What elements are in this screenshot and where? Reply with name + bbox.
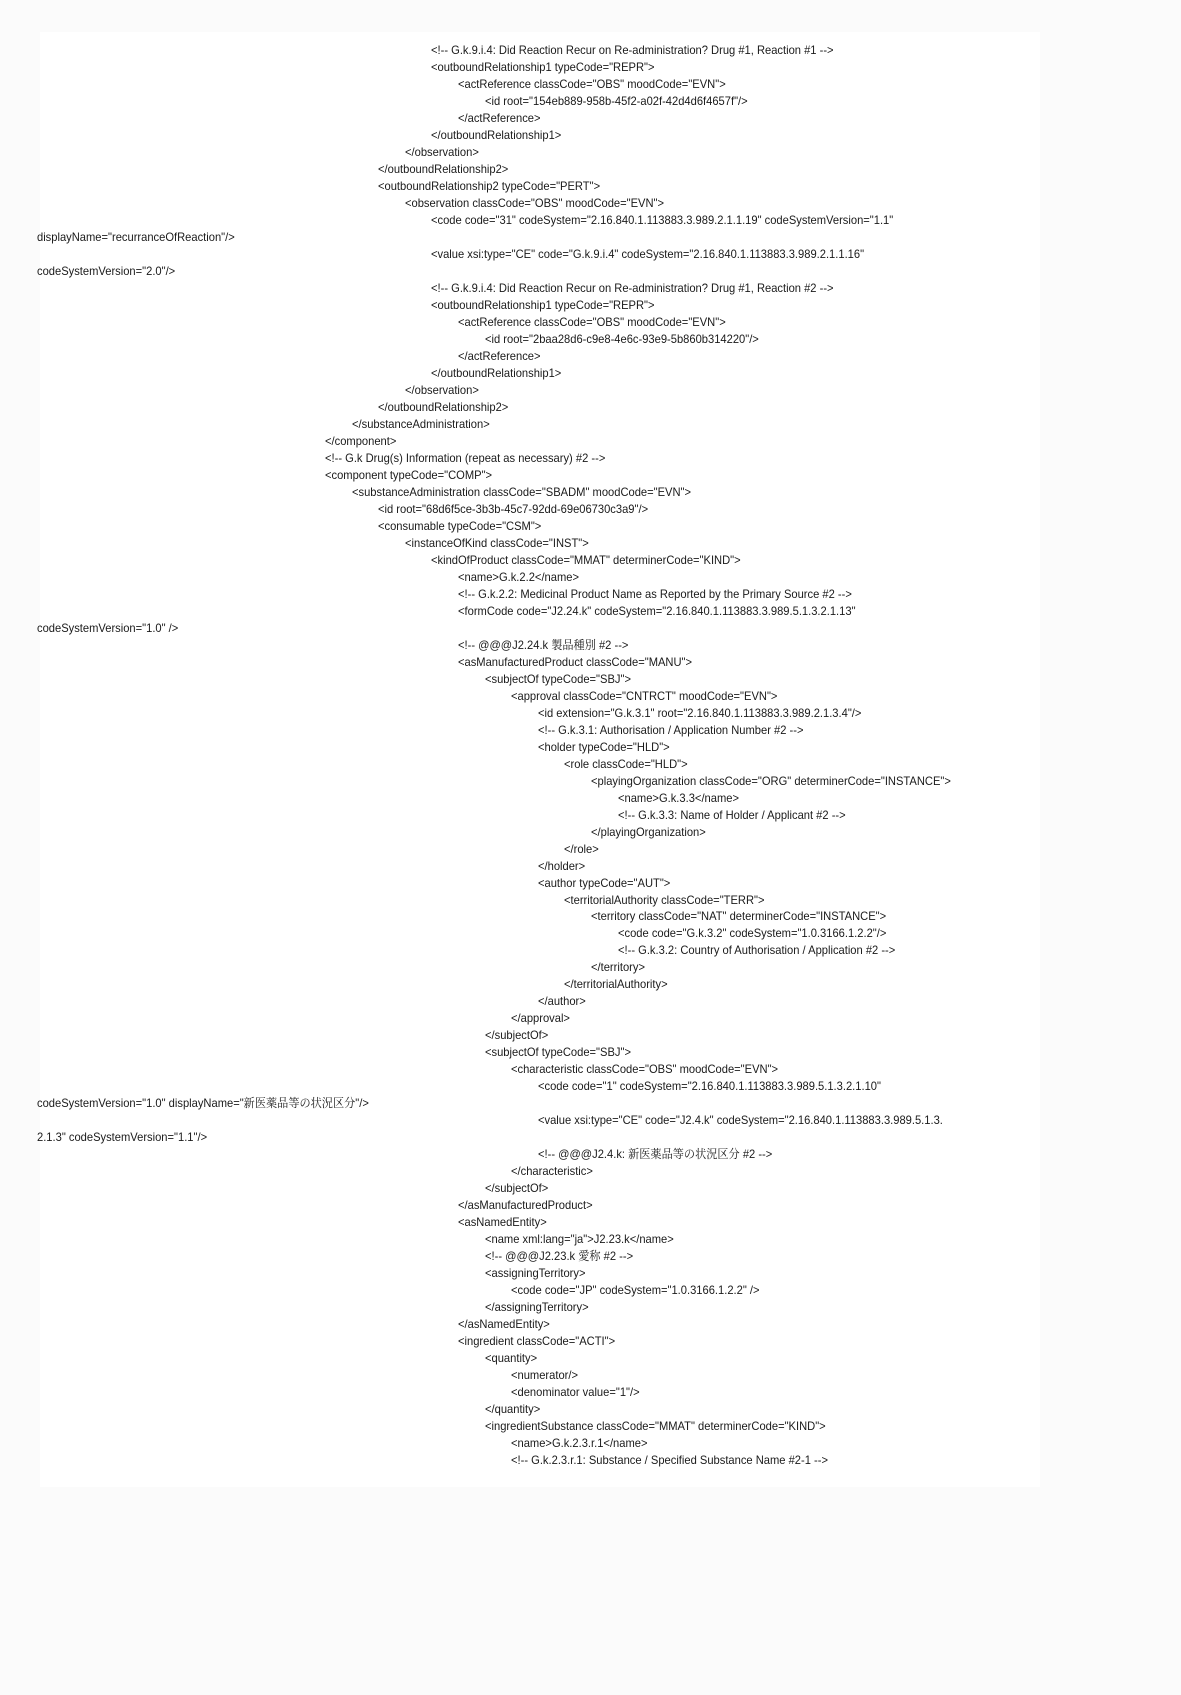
xml-code-line: </approval> <box>511 1011 571 1026</box>
xml-code-line: <name>G.k.2.3.r.1</name> <box>511 1436 648 1451</box>
xml-code-line: </subjectOf> <box>484 1181 548 1196</box>
xml-code-line: <ingredientSubstance classCode="MMAT" determinerCode="KIND"> <box>484 1419 826 1434</box>
xml-code-line: <asNamedEntity> <box>458 1215 547 1230</box>
xml-code-line: </asNamedEntity> <box>458 1317 550 1332</box>
xml-code-line: <subjectOf typeCode="SBJ"> <box>484 1045 631 1060</box>
xml-code-line: <name>G.k.3.3</name> <box>617 790 739 805</box>
wrapped-continuation-line: displayName="recurranceOfReaction"/> <box>37 229 235 244</box>
xml-code-line: <value xsi:type="CE" code="J2.4.k" codeSystem="2.16.840.1.113883.3.989.5.1.3. <box>537 1113 943 1128</box>
xml-code-line: </subjectOf> <box>484 1028 548 1043</box>
xml-code-line: </actReference> <box>458 348 541 363</box>
xml-code-line: </outboundRelationship1> <box>431 127 562 142</box>
xml-code-line: <value xsi:type="CE" code="G.k.9.i.4" codeSystem="2.16.840.1.113883.3.989.2.1.1.16" <box>431 246 865 261</box>
xml-code-line: <id extension="G.k.3.1" root="2.16.840.1.113883.3.989.2.1.3.4"/> <box>537 705 862 720</box>
xml-comment-line: <!-- G.k Drug(s) Information (repeat as necessary) #2 --> <box>325 450 606 465</box>
xml-code-line: </outboundRelationship2> <box>378 161 509 176</box>
xml-code-line: <formCode code="J2.24.k" codeSystem="2.16.840.1.113883.3.989.5.1.3.2.1.13" <box>458 603 856 618</box>
xml-code-line: </outboundRelationship2> <box>378 399 509 414</box>
xml-code-line: <actReference classCode="OBS" moodCode="EVN"> <box>458 314 726 329</box>
xml-comment-line: <!-- G.k.3.1: Authorisation / Application Number #2 --> <box>537 722 804 737</box>
xml-code-line: <actReference classCode="OBS" moodCode="EVN"> <box>458 76 726 91</box>
xml-code-line: </territory> <box>591 960 645 975</box>
xml-code-line: <approval classCode="CNTRCT" moodCode="EVN"> <box>511 688 778 703</box>
xml-code-line: <instanceOfKind classCode="INST"> <box>404 535 589 550</box>
xml-code-line: <substanceAdministration classCode="SBADM" moodCode="EVN"> <box>351 484 691 499</box>
xml-comment-line: <!-- G.k.3.3: Name of Holder / Applicant #2 --> <box>617 807 846 822</box>
xml-code-line: </asManufacturedProduct> <box>458 1198 593 1213</box>
xml-code-line: <component typeCode="COMP"> <box>325 467 493 482</box>
xml-code-line: </component> <box>325 433 397 448</box>
xml-code-line: </territorialAuthority> <box>564 977 668 992</box>
xml-comment-line: <!-- G.k.2.3.r.1: Substance / Specified Substance Name #2-1 --> <box>511 1453 829 1468</box>
xml-code-line: <denominator value="1"/> <box>511 1385 640 1400</box>
xml-code-line: <subjectOf typeCode="SBJ"> <box>484 671 631 686</box>
xml-code-line: <name>G.k.2.2</name> <box>458 569 579 584</box>
xml-code-line: <consumable typeCode="CSM"> <box>378 518 542 533</box>
xml-code-line: <code code="1" codeSystem="2.16.840.1.113883.3.989.5.1.3.2.1.10" <box>537 1079 881 1094</box>
xml-code-line: <name xml:lang="ja">J2.23.k</name> <box>484 1232 674 1247</box>
xml-comment-line: <!-- G.k.9.i.4: Did Reaction Recur on Re-administration? Drug #1, Reaction #1 --> <box>431 43 834 57</box>
xml-code-line: </substanceAdministration> <box>351 416 490 431</box>
xml-code-line: <kindOfProduct classCode="MMAT" determinerCode="KIND"> <box>431 552 742 567</box>
xml-code-line: <id root="2baa28d6-c9e8-4e6c-93e9-5b860b314220"/> <box>484 331 759 346</box>
xml-code-line: </author> <box>537 994 586 1009</box>
xml-code-line: <code code="31" codeSystem="2.16.840.1.113883.3.989.2.1.1.19" codeSystemVersion="1.1" <box>431 212 894 227</box>
xml-code-line: <observation classCode="OBS" moodCode="EVN"> <box>404 195 664 210</box>
xml-code-line: <characteristic classCode="OBS" moodCode="EVN"> <box>511 1062 779 1077</box>
xml-code-line: <asManufacturedProduct classCode="MANU"> <box>458 654 693 669</box>
xml-code-line: </outboundRelationship1> <box>431 365 562 380</box>
wrapped-continuation-line: codeSystemVersion="2.0"/> <box>37 263 176 278</box>
xml-comment-line: <!-- G.k.3.2: Country of Authorisation / Application #2 --> <box>617 943 895 958</box>
wrapped-continuation-line: codeSystemVersion="1.0" displayName="新医薬品等の状況区分"/> <box>37 1096 369 1111</box>
xml-code-line: <quantity> <box>484 1351 537 1366</box>
xml-code-line: <id root="154eb889-958b-45f2-a02f-42d4d6f4657f"/> <box>484 93 748 108</box>
wrapped-continuation-line: codeSystemVersion="1.0" /> <box>37 620 179 635</box>
xml-comment-line: <!-- @@@J2.24.k 製品種別 #2 --> <box>458 637 629 652</box>
xml-code-line: </characteristic> <box>511 1164 594 1179</box>
wrapped-continuation-line: 2.1.3" codeSystemVersion="1.1"/> <box>37 1130 208 1145</box>
xml-code-line: <ingredient classCode="ACTI"> <box>458 1334 616 1349</box>
xml-code-line: <code code="G.k.3.2" codeSystem="1.0.3166.1.2.2"/> <box>617 926 886 941</box>
xml-comment-line: <!-- @@@J2.23.k 愛称 #2 --> <box>484 1249 633 1264</box>
xml-code-line: <outboundRelationship1 typeCode="REPR"> <box>431 297 655 312</box>
xml-code-line: <code code="JP" codeSystem="1.0.3166.1.2.2" /> <box>511 1283 760 1298</box>
xml-code-line: </playingOrganization> <box>591 824 706 839</box>
xml-code-line: <playingOrganization classCode="ORG" determinerCode="INSTANCE"> <box>591 773 951 788</box>
xml-code-line: </role> <box>564 841 600 856</box>
xml-code-line: <outboundRelationship1 typeCode="REPR"> <box>431 59 655 74</box>
xml-code-line: </holder> <box>537 858 585 873</box>
xml-code-line: <territorialAuthority classCode="TERR"> <box>564 892 765 907</box>
xml-comment-line: <!-- G.k.9.i.4: Did Reaction Recur on Re-administration? Drug #1, Reaction #2 --> <box>431 280 834 295</box>
xml-code-line: </observation> <box>404 144 479 159</box>
xml-code-line: <holder typeCode="HLD"> <box>537 739 670 754</box>
xml-code-line: <role classCode="HLD"> <box>564 756 689 771</box>
xml-code-line: <id root="68d6f5ce-3b3b-45c7-92dd-69e06730c3a9"/> <box>378 501 649 516</box>
xml-code-line: <assigningTerritory> <box>484 1266 586 1281</box>
xml-code-line: </observation> <box>404 382 479 397</box>
xml-comment-line: <!-- @@@J2.4.k: 新医薬品等の状況区分 #2 --> <box>537 1147 773 1162</box>
xml-code-line: </assigningTerritory> <box>484 1300 589 1315</box>
xml-code-line: <author typeCode="AUT"> <box>537 875 671 890</box>
xml-code-line: <numerator/> <box>511 1368 579 1383</box>
xml-comment-line: <!-- G.k.2.2: Medicinal Product Name as Reported by the Primary Source #2 --> <box>458 586 852 601</box>
xml-code-line: </actReference> <box>458 110 541 125</box>
xml-code-line: </quantity> <box>484 1402 540 1417</box>
xml-code-line: <territory classCode="NAT" determinerCode="INSTANCE"> <box>591 909 887 924</box>
xml-code-line: <outboundRelationship2 typeCode="PERT"> <box>378 178 601 193</box>
